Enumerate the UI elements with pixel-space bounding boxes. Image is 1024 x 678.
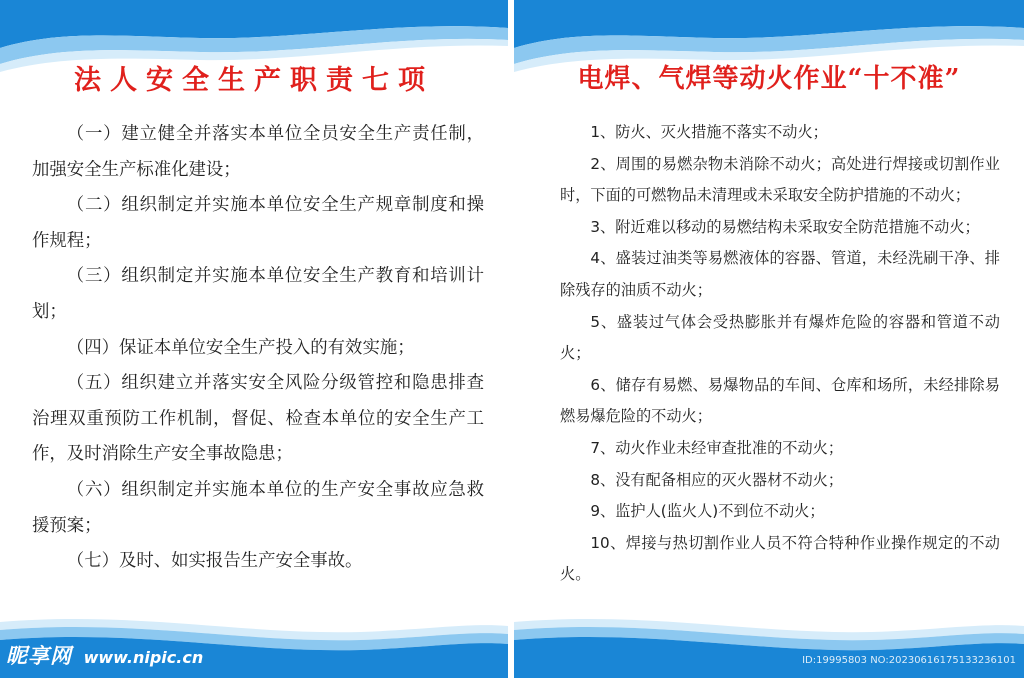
left-body-text: [32, 117, 484, 580]
left-paragraph: （二）组织制定并实施本单位安全生产规章制度和操作规程；: [32, 195, 484, 251]
right-paragraph: 2、周围的易燃杂物未消除不动火；高处进行焊接或切割作业时，下面的可燃物品未清理或未采取安全防护措施的不动火；: [560, 154, 1000, 205]
left-paragraph: （六）组织制定并实施本单位的生产安全事故应急救援预案；: [32, 479, 484, 536]
watermark-url: www.nipic.cn: [83, 648, 204, 667]
left-paragraph: （四）保证本单位安全生产投入的有效实施；: [66, 337, 415, 358]
watermark-brand: [6, 640, 203, 670]
left-paragraph: （一）建立健全并落实本单位全员安全生产责任制，加强安全生产标准化建设；: [32, 124, 484, 180]
right-panel: [514, 0, 1024, 678]
watermark-id: ID:19995803 NO:20230616175133236101: [802, 655, 1016, 666]
right-paragraph: 4、盛装过油类等易燃液体的容器、管道，未经洗刷干净、排除残存的油质不动火；: [560, 249, 1000, 299]
left-panel: [0, 0, 508, 678]
bottom-wave-decoration: [514, 608, 1024, 678]
watermark-brand-name: 昵享网: [6, 644, 72, 668]
right-title: 电焊、气焊等动火作业“十不准”: [577, 64, 961, 94]
left-title: 法人安全生产职责七项: [74, 65, 434, 96]
right-body-text: [560, 117, 1000, 591]
left-paragraph: （七）及时、如实报告生产安全事故。: [66, 551, 363, 572]
right-paragraph: 7、动火作业未经审查批准的不动火；: [590, 438, 844, 457]
right-paragraph: 3、附近难以移动的易燃结构未采取安全防范措施不动火；: [590, 217, 980, 236]
right-paragraph: 6、储存有易燃、易爆物品的车间、仓库和场所，未经排除易燃易爆危险的不动火；: [560, 375, 1000, 426]
right-paragraph: 10、焊接与热切割作业人员不符合特种作业操作规定的不动火。: [560, 533, 1000, 584]
left-paragraph: （五）组织建立并落实安全风险分级管控和隐患排查治理双重预防工作机制，督促、检查本单位的安全生产工作，及时消除生产安全事故隐患；: [32, 373, 484, 465]
right-paragraph: 9、监护人(监火人)不到位不动火；: [590, 502, 825, 521]
right-paragraph: 5、盛装过气体会受热膨胀并有爆炸危险的容器和管道不动火；: [560, 312, 1000, 363]
right-paragraph: 8、没有配备相应的灭火器材不动火；: [590, 470, 844, 489]
left-paragraph: （三）组织制定并实施本单位安全生产教育和培训计划；: [32, 266, 484, 322]
right-paragraph: 1、防火、灭火措施不落实不动火；: [590, 123, 828, 141]
